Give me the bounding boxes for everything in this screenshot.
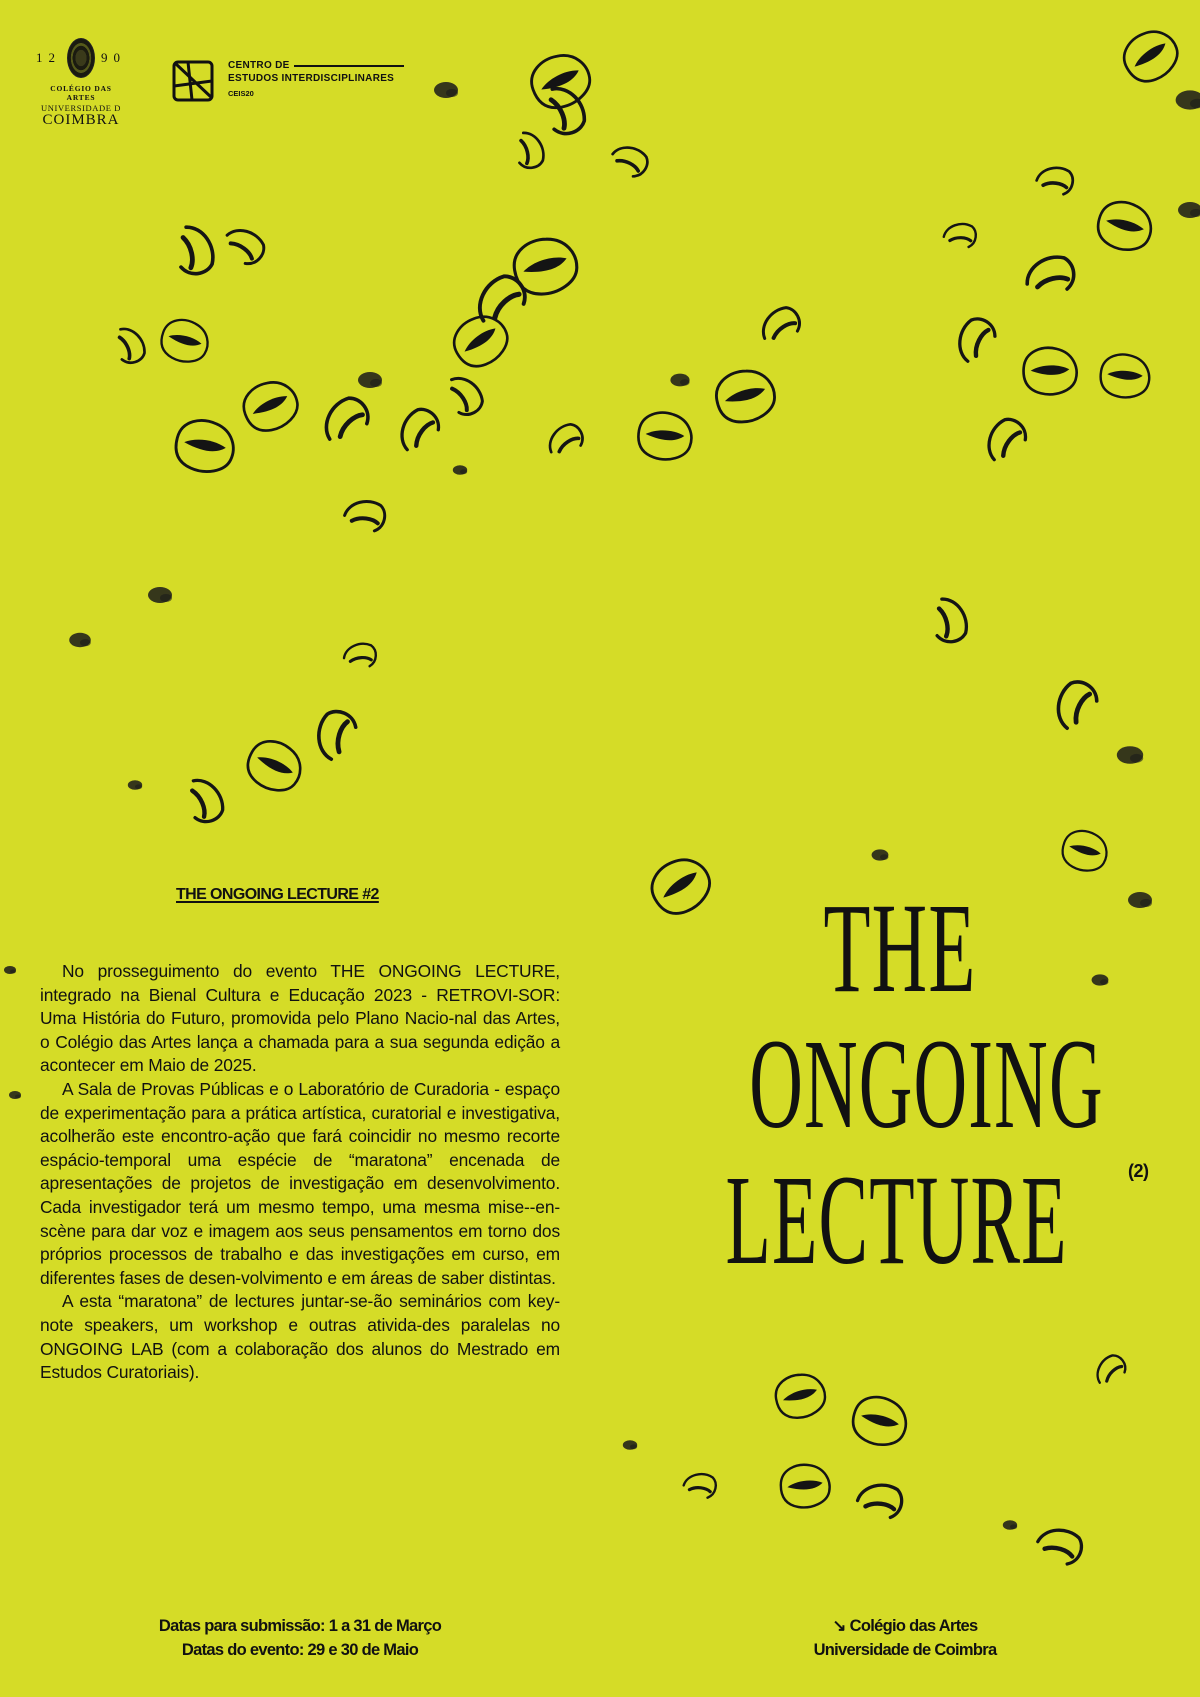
logo-ceis20 bbox=[172, 60, 404, 102]
organizer-line-2: Universidade de Coimbra bbox=[813, 1641, 997, 1659]
body-text bbox=[40, 960, 560, 1385]
display-title bbox=[640, 877, 1160, 1291]
logo-line-coimbra: COIMBRA bbox=[42, 112, 120, 128]
organizer-line-1: Colégio das Artes bbox=[849, 1617, 978, 1635]
logo-line-colegio: COLÉGIO DAS ARTES bbox=[50, 84, 112, 102]
section-heading: THE ONGOING LECTURE #2 bbox=[176, 886, 379, 903]
ceis-rule bbox=[294, 65, 404, 67]
university-seal-icon bbox=[67, 38, 95, 78]
footer-dates bbox=[120, 1614, 480, 1662]
logo-year-left: 12 bbox=[36, 50, 61, 65]
square-grid-logo-icon bbox=[172, 60, 214, 102]
event-dates: Datas do evento: 29 e 30 de Maio bbox=[181, 1641, 419, 1659]
title-edition-superscript: (2) bbox=[1128, 1161, 1149, 1181]
body-paragraph: No prosseguimento do evento THE ONGOING LECTURE, integrado na Bienal Cultura e Educação 2023 - RETROVI-SOR: Uma História do Futuro, promovida pelo Plano Nacio-nal das Artes, o Colégio das Artes lança a chamada para a sua segunda edição a acontecer em Maio de 2025. bbox=[40, 961, 560, 1076]
submission-dates: Datas para submissão: 1 a 31 de Março bbox=[158, 1617, 442, 1635]
bean-cluster-top bbox=[434, 22, 1200, 466]
title-line-lecture: LECTURE bbox=[725, 1149, 1068, 1291]
logo-universidade-coimbra bbox=[36, 38, 126, 127]
footer-organizer bbox=[780, 1614, 1030, 1662]
ceis-line-estudos: ESTUDOS INTERDISCIPLINARES bbox=[228, 73, 395, 84]
logo-year-right: 90 bbox=[101, 50, 126, 65]
bean-cluster-bottom bbox=[623, 1351, 1130, 1567]
bean-cluster-left bbox=[69, 221, 444, 666]
bean-cluster-center bbox=[443, 234, 804, 475]
title-line-the: THE bbox=[823, 877, 977, 1019]
arrow-down-right-icon: ↘ bbox=[832, 1617, 846, 1635]
logo-line-universidade: UNIVERSIDADE D bbox=[41, 103, 121, 113]
ceis-line-code: CEIS20 bbox=[228, 89, 254, 98]
ceis-line-centro: CENTRO DE bbox=[228, 60, 290, 71]
body-paragraph: A Sala de Provas Públicas e o Laboratório de Curadoria - espaço de experimentação para a prática artística, curatorial e investigativa, acolherão este encontro-ação que fará coincidir no mesmo recorte espácio-temporal uma espécie de “maratona” encenada de apresentações de projetos de investigação em desenvolvimento. Cada investigador terá um mesmo tempo, uma mesma mise--en-scène para dar voz e imagem aos seus pensamentos em torno dos próprios processos de trabalho e das investigações em curso, em diferentes fases de desen-volvimento e em áreas de saber distintas. bbox=[40, 1078, 560, 1288]
body-paragraph: A esta “maratona” de lectures juntar-se-ão seminários com key-note speakers, um workshop e outras ativida-des paralelas no ONGOING LAB (com a colaboração dos alunos do Mestrado em Estudos Curatoriais). bbox=[40, 1291, 560, 1383]
title-line-ongoing: ONGOING bbox=[749, 1013, 1104, 1155]
